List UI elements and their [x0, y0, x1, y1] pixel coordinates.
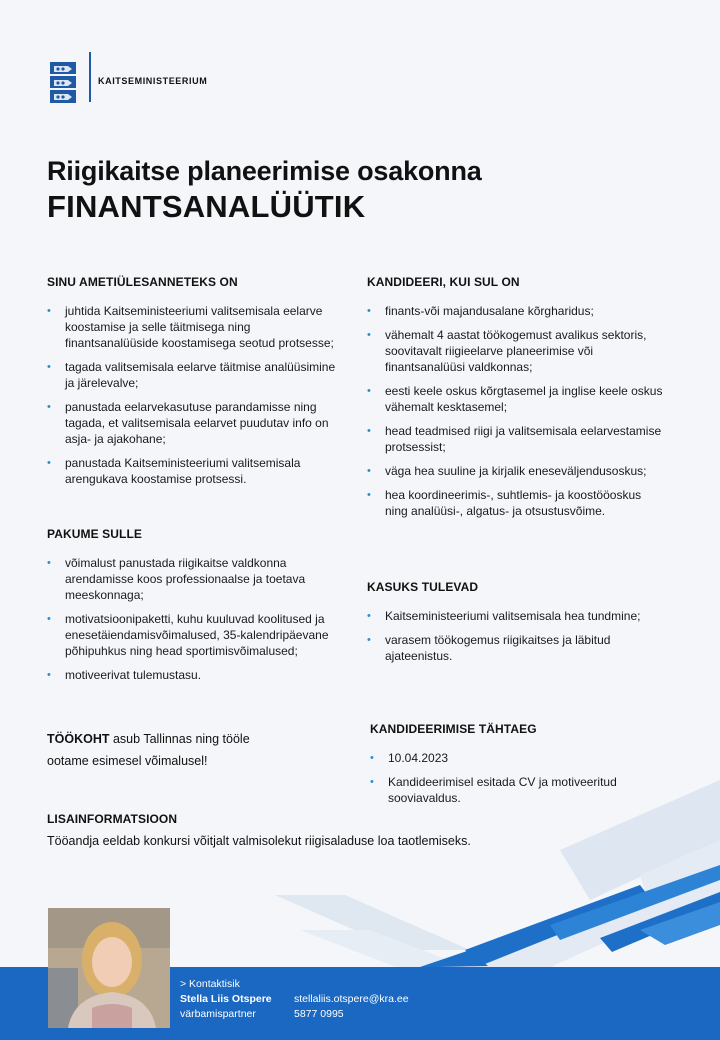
requirements-heading: KANDIDEERI, KUI SUL ON [367, 275, 520, 289]
list-item: • finants-või majandusalane kõrgharidus; [367, 303, 667, 319]
contact-phone[interactable]: 5877 0995 [294, 1008, 344, 1020]
list-item: • motiveerivat tulemustasu. [47, 667, 337, 683]
page-subtitle: Riigikaitse planeerimise osakonna [47, 156, 482, 186]
list-item: • panustada Kaitseministeeriumi valitsemisala arengukava koostamise protsessi. [47, 455, 337, 487]
deadline-heading: KANDIDEERIMISE TÄHTAEG [370, 722, 537, 736]
location-bold: TÖÖKOHT [47, 732, 110, 746]
location-paragraph [47, 728, 337, 772]
list-item: • varasem töökogemus riigikaitses ja läbitud ajateenistus. [367, 632, 667, 664]
list-item: • motivatsioonipaketti, kuhu kuuluvad koolitused ja enesetäiendamisvõimalused, 35-kalendripäevane põhipuhkus ning head sportimisvõimalused; [47, 611, 337, 659]
contact-name: Stella Liis Otspere [180, 993, 272, 1005]
list-item: • vähemalt 4 aastat töökogemust avalikus sektoris, soovitavalt riigieelarve planeerimise või finantsanalüüsi valdkonnas; [367, 327, 667, 375]
duties-list [47, 303, 337, 487]
requirements-section [367, 275, 667, 527]
advantages-section [367, 580, 667, 672]
contact-role: värbamispartner [180, 1008, 256, 1020]
location-text-2: ootame esimesel võimalusel! [47, 754, 208, 768]
list-item: • võimalust panustada riigikaitse valdkonna arendamisse koos professionaalse ja toetava meeskonnaga; [47, 555, 337, 603]
list-item: • hea koordineerimis-, suhtlemis- ja koostööoskus ning analüüsi-, algatus- ja otsustusvõime. [367, 487, 667, 519]
deadline-date: • 10.04.2023 [370, 750, 660, 766]
offer-heading: PAKUME SULLE [47, 527, 142, 541]
list-item: • juhtida Kaitseministeeriumi valitsemisala eelarve koostamise ja selle täitmisega ning finantsanalüüside koostamisega seotud protsesse; [47, 303, 337, 351]
additional-heading: LISAINFORMATSIOON [47, 812, 178, 826]
duties-heading: SINU AMETIÜLESANNETEKS ON [47, 275, 238, 289]
advantages-heading: KASUKS TULEVAD [367, 580, 479, 594]
ministry-logo-text: KAITSEMINISTEERIUM [98, 76, 208, 86]
additional-text: Tööandja eeldab konkursi võitjalt valmisolekut riigisaladuse loa taotlemiseks. [47, 834, 471, 848]
deadline-section [370, 722, 660, 814]
deadline-list [370, 750, 660, 806]
requirements-list [367, 303, 667, 519]
logo-divider [89, 52, 91, 102]
contact-photo [48, 908, 170, 1028]
list-item: • eesti keele oskus kõrgtasemel ja inglise keele oskus vähemalt kesktasemel; [367, 383, 667, 415]
offer-section [47, 527, 337, 691]
list-item: • väga hea suuline ja kirjalik eneseväljendusoskus; [367, 463, 667, 479]
list-item: • Kaitseministeeriumi valitsemisala hea tundmine; [367, 608, 667, 624]
list-item: • Kandideerimisel esitada CV ja motiveeritud sooviavaldus. [370, 774, 660, 806]
location-text-1: asub Tallinnas ning tööle [109, 732, 250, 746]
advantages-list [367, 608, 667, 664]
contact-email[interactable]: stellaliis.otspere@kra.ee [294, 993, 409, 1005]
list-item: • tagada valitsemisala eelarve täitmise analüüsimine ja järelevalve; [47, 359, 337, 391]
offer-list [47, 555, 337, 683]
contact-label: > Kontaktisik [180, 978, 240, 990]
page-title: FINANTSANALÜÜTIK [47, 189, 366, 224]
estonian-coat-of-arms-icon [48, 60, 78, 106]
list-item: • panustada eelarvekasutuse parandamisse ning tagada, et valitsemisala eelarvet puudutav info on asja- ja ajakohane; [47, 399, 337, 447]
duties-section [47, 275, 337, 495]
list-item: • head teadmised riigi ja valitsemisala eelarvestamise protsessist; [367, 423, 667, 455]
additional-info-section [47, 812, 667, 848]
